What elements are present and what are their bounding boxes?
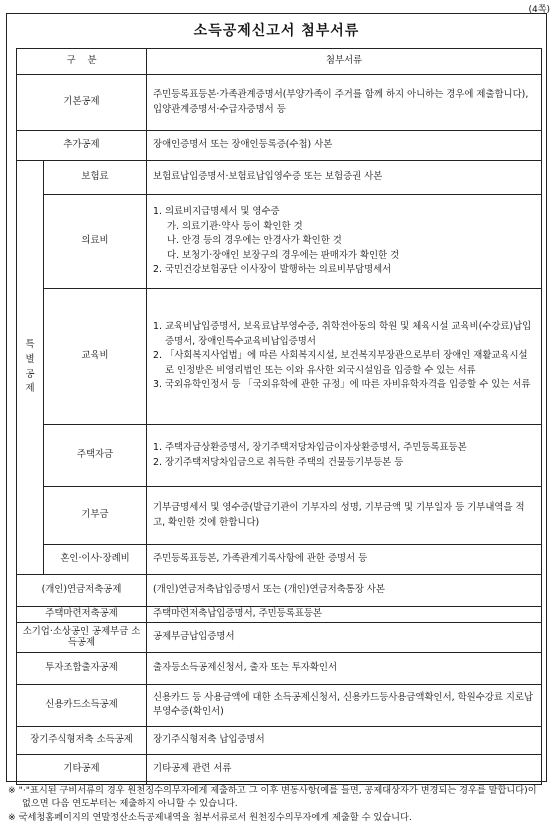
doc-line: 1. 교육비납입증명서, 보육료납부영수증, 취학전아동의 학원 및 체육시설 교육비(수강료)납입증명서, 장애인특수교육비납입증명서 <box>153 321 532 347</box>
doc-line: 2. 국민건강보험공단 이사장이 발행하는 의료비부담명세서 <box>153 264 392 276</box>
row-documents <box>147 575 542 607</box>
row-donation <box>17 487 542 545</box>
row-documents <box>147 487 542 545</box>
row-category: 기본공제 <box>17 75 147 131</box>
row-basic <box>17 75 542 131</box>
row-category: 주택자금 <box>44 425 147 487</box>
doc-line: 가. 의료기관·약사 등이 확인한 것 <box>167 220 303 232</box>
side-char: 별 <box>25 353 35 365</box>
row-insurance <box>17 161 542 195</box>
special-deduction-label <box>17 161 44 575</box>
row-stock-savings <box>17 726 542 754</box>
attachment-table <box>16 48 542 785</box>
row-documents <box>147 289 542 425</box>
row-documents <box>147 652 542 684</box>
row-pension <box>17 575 542 607</box>
side-char: 특 <box>25 339 35 351</box>
doc-line: 신용카드 등 사용금액에 대한 소득공제신청서, 신용카드등사용금액확인서, 학원수강료 지로납부영수증(확인서) <box>153 691 534 718</box>
row-credit-card <box>17 684 542 726</box>
row-documents <box>147 161 542 195</box>
header-documents: 첨부서류 <box>147 49 542 75</box>
row-documents <box>147 726 542 754</box>
row-category: 투자조합출자공제 <box>17 652 147 684</box>
row-documents <box>147 195 542 289</box>
doc-line: 1. 주택자금상환증명서, 장기주택저당차입금이자상환증명서, 주민등록표등본 <box>153 441 467 453</box>
doc-line: 주택마련저축납입증명서, 주민등록표등본 <box>153 608 322 619</box>
row-category: 혼인·이사·장례비 <box>44 545 147 575</box>
row-category: 추가공제 <box>17 131 147 161</box>
doc-line: 보험료납입증명서·보험료납입영수증 또는 보험증권 사본 <box>153 171 383 183</box>
side-char: 제 <box>25 383 35 395</box>
row-other <box>17 754 542 784</box>
row-small-business <box>17 622 542 652</box>
doc-line: 기부금명세서 및 영수증(발급기관이 기부자의 성명, 기부금액 및 기부일자 등 기부내역을 적고, 확인한 것에 한합니다) <box>153 501 525 528</box>
row-category: 기타공제 <box>17 754 147 784</box>
doc-line: 출자등소득공제신청서, 출자 또는 투자확인서 <box>153 661 338 673</box>
header-category: 구 분 <box>17 49 147 75</box>
doc-line: 1. 의료비지급명세서 및 영수증 <box>153 206 280 218</box>
doc-line: 나. 안경 등의 경우에는 안경사가 확인한 것 <box>167 235 342 247</box>
row-documents <box>147 607 542 623</box>
row-documents <box>147 622 542 652</box>
row-housing-savings <box>17 607 542 623</box>
row-category: 의료비 <box>44 195 147 289</box>
row-category: 신용카드소득공제 <box>17 684 147 726</box>
row-category: 소기업·소상공인 공제부금 소득공제 <box>17 622 147 652</box>
row-category: 장기주식형저축 소득공제 <box>17 726 147 754</box>
doc-line: 주민등록표등본·가족관계증명서(부양가족이 주거를 함께 하지 아니하는 경우에 제출합니다), 입양관계증명서·수급자증명서 등 <box>153 88 529 115</box>
doc-line: 기타공제 관련 서류 <box>153 762 232 774</box>
doc-line: 2. 장기주택저당차입금으로 취득한 주택의 건물등기부등본 등 <box>153 456 404 468</box>
doc-line: 다. 보청기·장애인 보장구의 경우에는 판매자가 확인한 것 <box>167 249 400 261</box>
row-documents <box>147 131 542 161</box>
row-documents <box>147 425 542 487</box>
row-category: 보험료 <box>44 161 147 195</box>
row-additional <box>17 131 542 161</box>
row-housing <box>17 425 542 487</box>
row-medical <box>17 195 542 289</box>
side-char: 공 <box>25 368 35 380</box>
row-category: 교육비 <box>44 289 147 425</box>
row-education <box>17 289 542 425</box>
row-documents <box>147 75 542 131</box>
page-number: (4쪽) <box>528 5 550 15</box>
row-documents <box>147 754 542 784</box>
row-category: 기부금 <box>44 487 147 545</box>
doc-line: 2. 「사회복지사업법」에 따른 사회복지시설, 보건복지부장관으로부터 장애인 재활교육시설로 인정받은 비영리법인 또는 이와 유사한 외국시설임을 입증할 수 있는 서류 <box>153 350 528 376</box>
doc-line: (개인)연금저축납입증명서 또는 (개인)연금저축통장 사본 <box>153 584 385 596</box>
footnotes <box>8 784 548 824</box>
document-frame <box>6 13 547 782</box>
row-category: (개인)연금저축공제 <box>17 575 147 607</box>
row-investment <box>17 652 542 684</box>
row-category: 주택마련저축공제 <box>17 607 147 623</box>
doc-line: 주민등록표등본, 가족관계기록사항에 관한 증명서 등 <box>153 553 368 565</box>
doc-line: 장애인증명서 또는 장애인등록증(수첩) 사본 <box>153 139 333 151</box>
row-documents <box>147 684 542 726</box>
row-documents <box>147 545 542 575</box>
doc-line: 공제부금납입증명서 <box>153 630 235 642</box>
footnote: ※ "·"표시된 구비서류의 경우 원천징수의무자에게 제출하고 그 이후 변동사항(예를 들면, 공제대상자가 변경되는 경우를 말합니다)이 없으면 다음 연도부터는 제출하지 아니할 수 있습니다. <box>8 785 537 810</box>
doc-line: 장기주식형저축 납입증명서 <box>153 733 265 745</box>
doc-line: 3. 국외유학인정서 등 「국외유학에 관한 규정」에 따른 자비유학자격을 입증할 수 있는 서류 <box>153 379 531 391</box>
row-wedding <box>17 545 542 575</box>
table-header-row <box>17 49 542 75</box>
document-title: 소득공제신고서 첨부서류 <box>193 23 360 39</box>
footnote: ※ 국세청홈페이지의 연말정산소득공제내역을 첨부서류로서 원천징수의무자에게 제출할 수 있습니다. <box>8 811 412 823</box>
